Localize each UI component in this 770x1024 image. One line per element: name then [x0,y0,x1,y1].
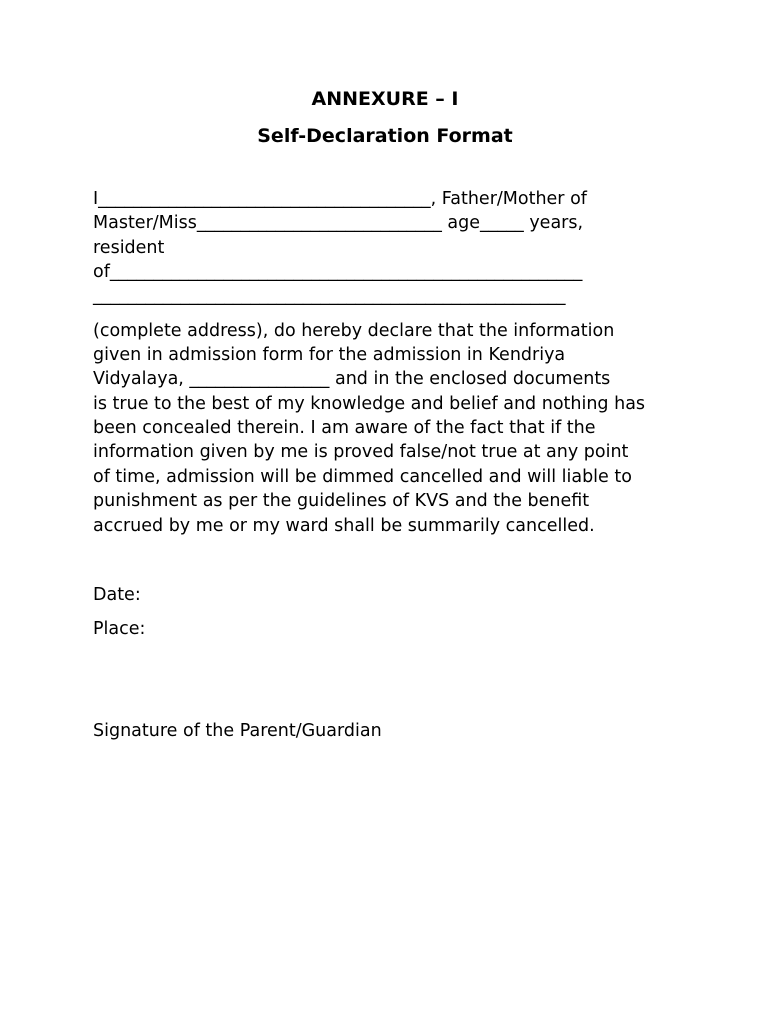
place-label: Place: [93,619,146,639]
name-fill-line: I______________________________________, Father/Mother of [93,189,587,209]
signature-label: Signature of the Parent/Guardian [93,721,382,741]
form-title: Self-Declaration Format [257,125,513,147]
address-fill-line: of______________________________________________________ [93,262,583,282]
declaration-line: (complete address), do hereby declare that the information [93,321,615,341]
declaration-line: of time, admission will be dimmed cancelled and will liable to [93,467,632,487]
annexure-title: ANNEXURE – I [311,88,459,110]
date-label: Date: [93,585,141,605]
ward-fill-line: Master/Miss____________________________ age_____ years, [93,213,584,233]
declaration-line: punishment as per the guidelines of KVS and the benefit [93,491,590,511]
address-fill-line-2: ______________________________________________________ [93,286,566,306]
declaration-line: Vidyalaya, ________________ and in the enclosed documents [93,369,611,389]
declaration-line: been concealed therein. I am aware of the fact that if the [93,418,596,438]
declaration-line: is true to the best of my knowledge and belief and nothing has [93,394,646,414]
resident-label: resident [93,238,165,258]
declaration-line: information given by me is proved false/not true at any point [93,442,629,462]
declaration-line: accrued by me or my ward shall be summarily cancelled. [93,516,595,536]
declaration-line: given in admission form for the admission in Kendriya [93,345,566,365]
